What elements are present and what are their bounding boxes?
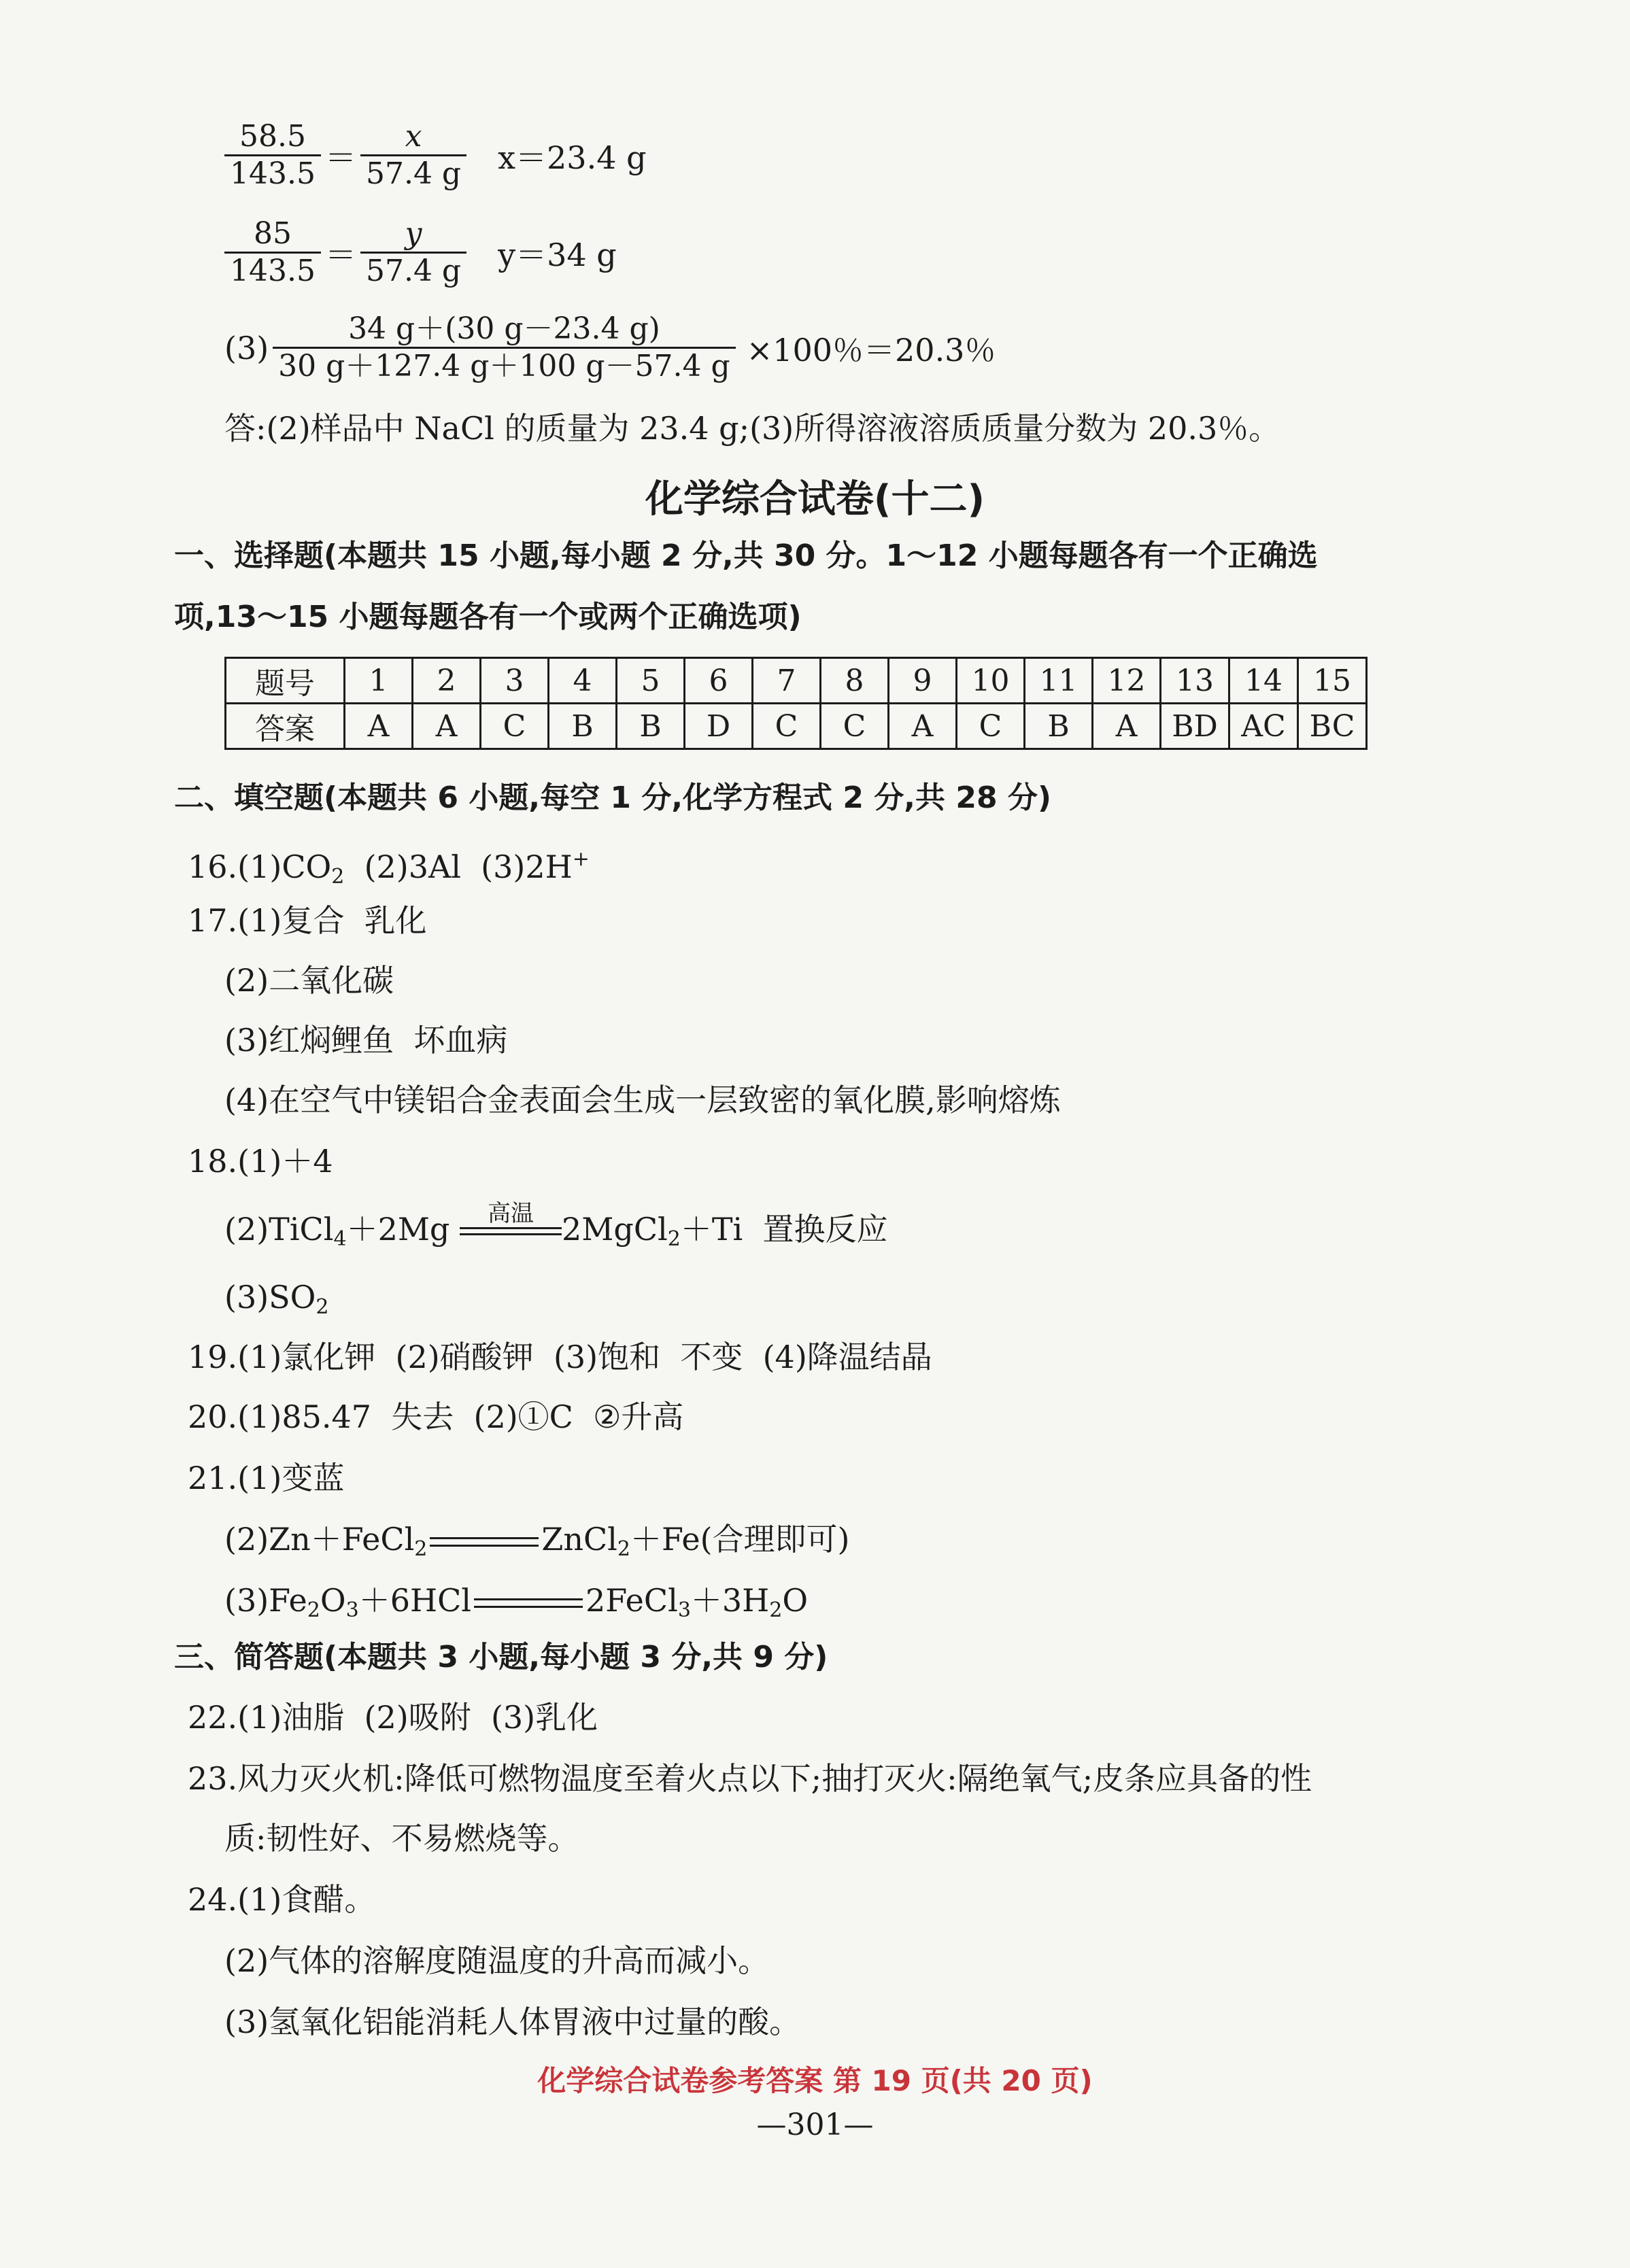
table-header-cell: 题号 [226, 658, 345, 704]
answer-24-3: (3)氢氧化铝能消耗人体胃液中过量的酸。 [224, 2004, 801, 2040]
answer-20: 20.(1)85.47 失去 (2)①C ②升高 [188, 1398, 684, 1435]
table-header-cell: 答案 [226, 704, 345, 749]
answer-18-2: (2)TiCl$_4$＋2Mg 高温 2MgCl$_2$＋Ti 置换反应 [224, 1200, 888, 1251]
equals-sign [474, 1598, 583, 1608]
answer-19: 19.(1)氯化钾 (2)硝酸钾 (3)饱和 不变 (4)降温结晶 [188, 1339, 932, 1375]
answer-16: $16.(1)CO_2$ (2)3Al (3)2H+ [188, 847, 590, 889]
equation-result: x＝23.4 g [498, 139, 647, 176]
equation-2: $\frac{85}{143.5}$ ＝ $\frac{y}{57.4 g}$ y＝34 g [224, 216, 617, 289]
section-heading: 一、选择题(本题共 15 小题,每小题 2 分,共 30 分。1～12 小题每题各有一个正确选 [174, 538, 1318, 573]
table-row: 答案 A A C B B D C C A C B A BD AC BC [226, 704, 1367, 749]
reaction-condition: 高温 [460, 1201, 562, 1235]
answer-18-3: $(3)SO_2$ [224, 1279, 329, 1319]
answer-21-2: (2)Zn＋FeCl$_2$ ZnCl$_2$＋Fe(合理即可) [224, 1521, 850, 1561]
answer-17-2: (2)二氧化碳 [224, 962, 394, 999]
section-heading: 二、填空题(本题共 6 小题,每空 1 分,化学方程式 2 分,共 28 分) [174, 780, 1051, 815]
answer-17-1: 17.(1)复合 乳化 [188, 902, 427, 939]
answer-17-3: (3)红焖鲤鱼 坏血病 [224, 1022, 508, 1059]
equation-result: y＝34 g [498, 236, 617, 273]
equals-sign [430, 1537, 539, 1547]
answer-23-cont: 质:韧性好、不易燃烧等。 [224, 1820, 579, 1857]
section-heading: 项,13～15 小题每题各有一个或两个正确选项) [174, 600, 802, 634]
equation-3: (3) $\frac{34 g+(30 g-23.4 g)}{30 g+127.4 g+100 g-57.4 g}$ ×100％＝20.3％ [224, 311, 996, 383]
fraction: $\frac{34 g+(30 g-23.4 g)}{30 g+127.4 g+100 g-57.4 g}$ [273, 311, 736, 384]
answer-18-1: 18.(1)＋4 [188, 1143, 333, 1180]
equation-1: $\frac{58.5}{143.5}$ ＝ $\frac{x}{57.4 g}$ x＝23.4 g [224, 119, 647, 192]
answer-24-2: (2)气体的溶解度随温度的升高而减小。 [224, 1942, 770, 1979]
answer-17-4: (4)在空气中镁铝合金表面会生成一层致密的氧化膜,影响熔炼 [224, 1082, 1061, 1118]
table-row: 题号 1 2 3 4 5 6 7 8 9 10 11 12 13 14 15 [226, 658, 1367, 704]
answer-21-1: 21.(1)变蓝 [188, 1460, 345, 1496]
answer-22: 22.(1)油脂 (2)吸附 (3)乳化 [188, 1699, 598, 1736]
page-number: —301— [756, 2108, 874, 2142]
fraction: $\frac{58.5}{143.5}$ [224, 119, 321, 192]
answer-23: 23.风力灭火机:降低可燃物温度至着火点以下;抽打灭火:隔绝氧气;皮条应具备的性 [188, 1760, 1312, 1797]
fraction: $\frac{x}{57.4 g}$ [360, 119, 466, 192]
page-footer: 化学综合试卷参考答案 第 19 页(共 20 页) [537, 2064, 1093, 2097]
answer-statement: 答:(2)样品中 NaCl 的质量为 23.4 g;(3)所得溶液溶质质量分数为 20.3％。 [224, 410, 1280, 447]
fraction: $\frac{y}{57.4 g}$ [360, 216, 466, 289]
fraction: $\frac{85}{143.5}$ [224, 216, 321, 289]
answer-24-1: 24.(1)食醋。 [188, 1881, 376, 1918]
section-heading: 三、简答题(本题共 3 小题,每小题 3 分,共 9 分) [174, 1640, 828, 1674]
answer-table [224, 657, 1368, 750]
equation-result: ×100％＝20.3％ [746, 331, 996, 368]
answer-21-3: $(3)Fe_2O_3+6HCl$ $2FeCl_3+3H_2O$ [224, 1582, 809, 1622]
page-title: 化学综合试卷(十二) [645, 477, 985, 521]
